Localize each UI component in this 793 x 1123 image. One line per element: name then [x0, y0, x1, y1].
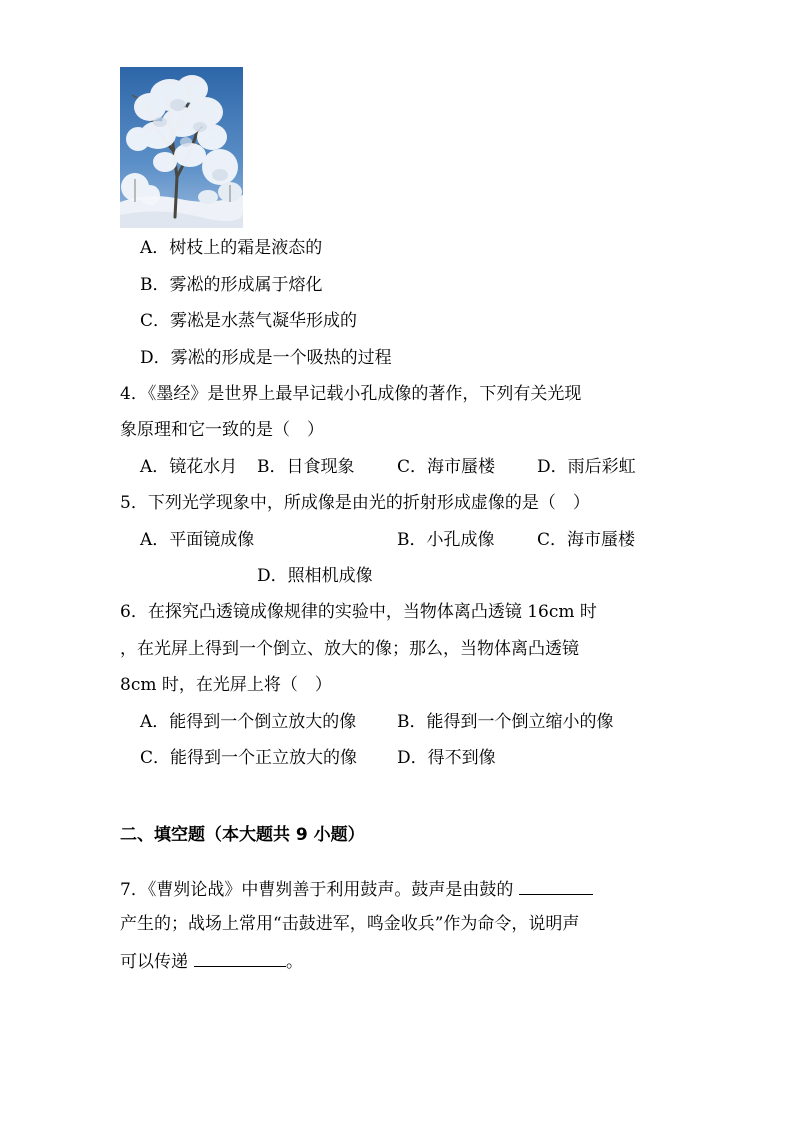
q7-line3-prefix: 可以传递 [120, 952, 188, 972]
q3-option-d: D．雾凇的形成是一个吸热的过程 [140, 348, 392, 368]
q3-option-a: A．树枝上的霜是液态的 [140, 238, 323, 258]
q5-option-a: A．平面镜成像 [140, 530, 255, 550]
q7-stem-line2: 产生的；战场上常用“击鼓进军，鸣金收兵”作为命令，说明声 [120, 914, 580, 934]
q7-answer-blank-1[interactable] [519, 876, 593, 895]
q6-option-c: C．能得到一个正立放大的像 [140, 748, 358, 768]
q7-answer-blank-2[interactable] [194, 948, 286, 967]
q6-option-b: B．能得到一个倒立缩小的像 [397, 712, 614, 732]
q3-option-b: B．雾凇的形成属于熔化 [140, 275, 323, 295]
rime-tree-photo [120, 67, 243, 228]
q7-stem-line1 [120, 876, 593, 902]
q5-stem: 5．下列光学现象中，所成像是由光的折射形成虚像的是（ ） [120, 493, 590, 513]
section-heading-fill-in: 二、填空题（本大题共 9 小题） [120, 825, 365, 845]
q4-option-d: D．雨后彩虹 [537, 457, 636, 477]
q6-stem-line2: ，在光屏上得到一个倒立、放大的像；那么，当物体离凸透镜 [120, 639, 579, 659]
q6-option-d: D．得不到像 [397, 748, 496, 768]
q4-option-c: C．海市蜃楼 [397, 457, 496, 477]
q5-option-b: B．小孔成像 [397, 530, 495, 550]
q6-option-a: A．能得到一个倒立放大的像 [140, 712, 357, 732]
q5-option-c: C．海市蜃楼 [537, 530, 636, 550]
q6-stem-line3: 8cm 时，在光屏上将（ ） [120, 675, 332, 695]
q7-stem-line3 [120, 948, 303, 974]
q4-option-b: B．日食现象 [257, 457, 355, 477]
q5-option-d: D．照相机成像 [257, 566, 373, 586]
q7-line3-suffix: 。 [286, 952, 303, 972]
q4-option-a: A．镜花水月 [140, 457, 238, 477]
q4-stem-line2: 象原理和它一致的是（ ） [120, 420, 324, 440]
q3-option-c: C．雾凇是水蒸气凝华形成的 [140, 311, 358, 331]
q7-line1-text: 7．《曹刿论战》中曹刿善于利用鼓声。鼓声是由鼓的 [120, 880, 514, 900]
q4-stem-line1: 4．《墨经》是世界上最早记载小孔成像的著作，下列有关光现 [120, 384, 582, 404]
q6-stem-line1: 6．在探究凸透镜成像规律的实验中，当物体离凸透镜 16cm 时 [120, 602, 597, 622]
